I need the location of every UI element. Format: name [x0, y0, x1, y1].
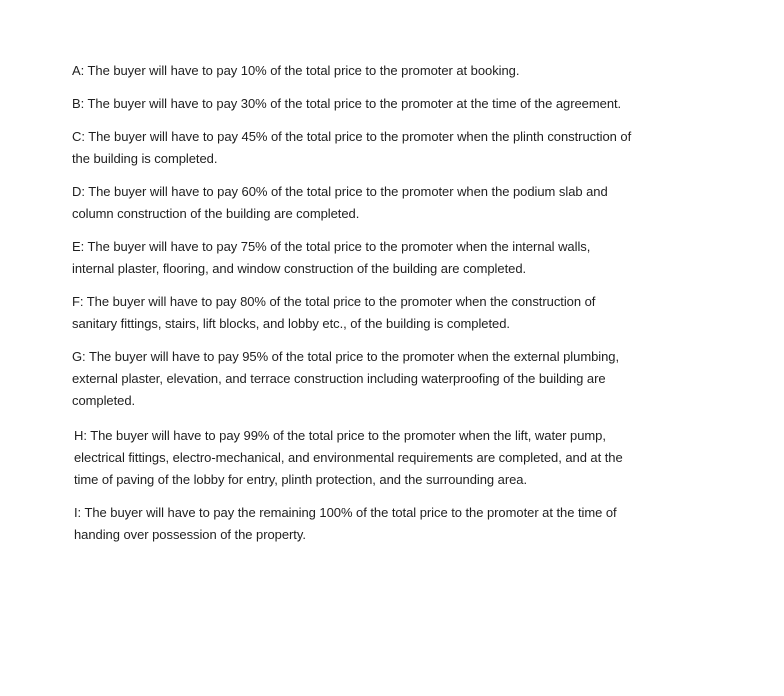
- item-text: The buyer will have to pay 30% of the total price to the promoter at the time of the agreement.: [84, 96, 622, 111]
- item-text: The buyer will have to pay the remaining 100% of the total price to the promoter at the time of handing over possession of the property.: [74, 505, 617, 542]
- payment-schedule-document: [72, 60, 632, 557]
- item-label: H:: [74, 428, 87, 443]
- schedule-item-b: [72, 93, 632, 115]
- item-label: C:: [72, 129, 85, 144]
- item-label: A:: [72, 63, 85, 78]
- schedule-item-h: [74, 425, 632, 491]
- schedule-item-f: [72, 291, 632, 335]
- item-label: F:: [72, 294, 84, 309]
- item-text: The buyer will have to pay 75% of the total price to the promoter when the internal walls, internal plaster, flooring, and window construction of the building are completed.: [72, 239, 591, 276]
- item-text: The buyer will have to pay 60% of the total price to the promoter when the podium slab and column construction of the building are completed.: [72, 184, 608, 221]
- item-label: D:: [72, 184, 85, 199]
- item-text: The buyer will have to pay 45% of the total price to the promoter when the plinth construction of the building is completed.: [72, 129, 632, 166]
- item-text: The buyer will have to pay 80% of the total price to the promoter when the construction of sanitary fittings, stairs, lift blocks, and lobby etc., of the building is completed.: [72, 294, 596, 331]
- item-text: The buyer will have to pay 95% of the total price to the promoter when the external plumbing, external plaster, elevation, and terrace construction including waterproofing of the building are completed.: [72, 349, 620, 408]
- item-text: The buyer will have to pay 99% of the total price to the promoter when the lift, water pump, electrical fittings, electro-mechanical, and environmental requirements are completed, and at the time of paving of the lobby for entry, plinth protection, and the surrounding area.: [74, 428, 623, 487]
- schedule-item-e: [72, 236, 632, 280]
- schedule-item-a: [72, 60, 632, 82]
- schedule-item-d: [72, 181, 632, 225]
- schedule-item-g: [72, 346, 632, 412]
- schedule-item-c: [72, 126, 632, 170]
- item-label: B:: [72, 96, 85, 111]
- item-text: The buyer will have to pay 10% of the total price to the promoter at booking.: [84, 63, 520, 78]
- item-label: I:: [74, 505, 82, 520]
- schedule-item-i: [74, 502, 632, 546]
- item-label: G:: [72, 349, 86, 364]
- item-label: E:: [72, 239, 85, 254]
